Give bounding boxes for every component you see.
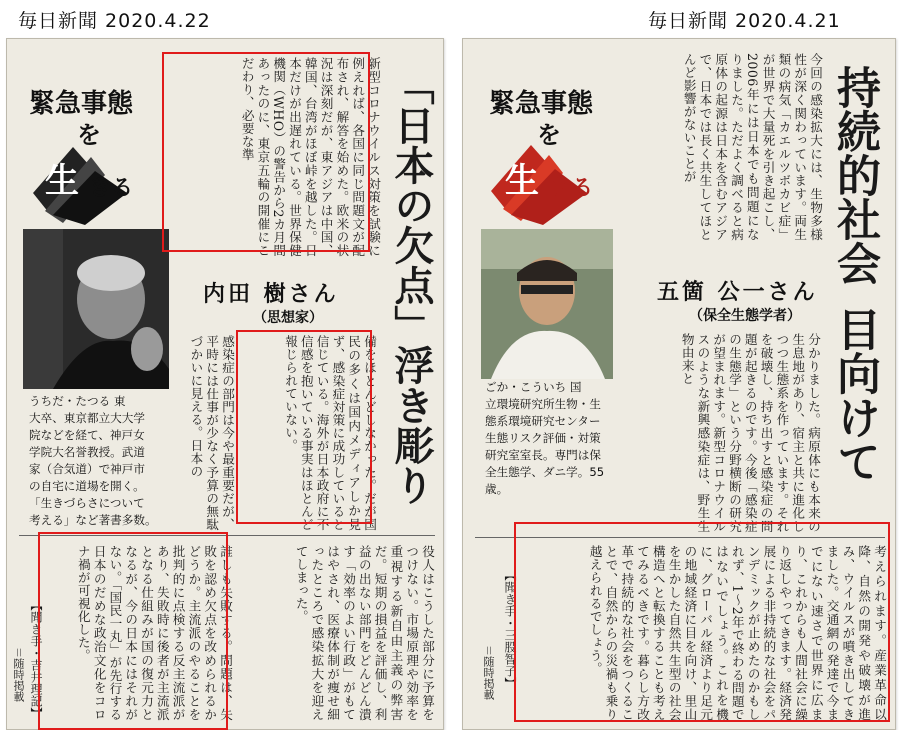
highlight-box bbox=[162, 52, 370, 252]
caption-line: うちだ・たつる 東 bbox=[29, 394, 126, 408]
article-column-2: 備をほとんどしなかった。だが国民の多くは国内メディアしか見ず、感染症対策に成功していると信じている。海外が日本政府に不信感を抱いている事実はほとんど報じられていない。 bbox=[283, 335, 377, 531]
headline-part-2: 目向けて bbox=[829, 307, 880, 483]
caption-line: 学院大名誉教授。武道 bbox=[29, 445, 145, 459]
series-footer: ＝随時掲載 bbox=[482, 645, 495, 700]
interviewee-name: 五箇 公一さん bbox=[657, 279, 818, 305]
caption-line: の自宅に道場を開く。 bbox=[29, 479, 145, 493]
caption-line: 家（合気道）で神戸市 bbox=[29, 462, 145, 476]
caption-line: 生態リスク評価・対策 bbox=[485, 431, 601, 445]
caption-line: 全生態学、ダニ学。55 bbox=[485, 465, 605, 479]
left-series-badge bbox=[15, 75, 147, 225]
badge-title: 緊急事態 bbox=[489, 89, 594, 119]
badge-life-char: 生 bbox=[45, 161, 79, 201]
article-column-3: 感染症の部門は今や最重要だが、平時には仕事が少なく予算の無駄づかいに見える。日本の bbox=[188, 335, 235, 531]
credit-line: 【聞き手・吉井理記】 bbox=[29, 599, 43, 719]
caption-line: ごか・こういち 国 bbox=[485, 380, 582, 394]
article-column-3: 考えられます。産業革命以降、自然の開発や破壊が進み、ウイルスが噴き出してきました。交通網の発達で今までにない速さで世界に広まり、これからも人間社会に繰り返しやってきます。経済発展による非持続的な社会をパンデミックが止めたのかもしれず、1〜2年で終わる問題ではないでしょう。これを機に、グローバル経済より足元の地域経済に目を向け、里山を生かした自然共生型の社会構造へと転換することも考えてみるべきです。暮らし方改革で持続的な社会をつくることで、自然からの災禍も乗り越えられるでしょう。 bbox=[587, 545, 887, 721]
caption-line: 大卒、東京都立大大学 bbox=[29, 411, 145, 425]
badge-particle: を bbox=[537, 120, 561, 149]
left-clipping-header: 毎日新聞 2020.4.22 bbox=[18, 10, 211, 32]
portrait-photo-uchida bbox=[23, 229, 169, 389]
caption-line: 研究室室長。専門は保 bbox=[485, 448, 601, 462]
article-column-5: 誰しも失敗する。問題は、失敗を認め欠点を改められるかどうか。主流派のやることを批判的に点検する反主流派があり、失敗時に後者が主流派となる仕組みが国の復元力となるが、今の日本にはそれがない。「国民一丸」が先行する日本のだめな政治文化をコロナ禍が可視化した。 bbox=[75, 545, 233, 721]
credit-line: 【聞き手・三股智子】 bbox=[503, 569, 517, 689]
highlight-box bbox=[236, 330, 372, 524]
caption-line: 態系環境研究センター bbox=[485, 414, 601, 428]
article-column-1: 新型コロナウイルス対策を試験に例えれば、各国に同じ問題文が配布され、解答を始めた。欧米の状況は深刻だが、東アジアは中国、韓国、台湾がほぼ峠を越した。日本だけが出遅れている。世界保健機関（WHO）の警告から2カ月間あったのに、東京五輪の開催にこだわり、必要な準 bbox=[239, 57, 381, 257]
headline-part-1: 持続的社会 bbox=[829, 65, 880, 285]
article-column-1: 今回の感染拡大には、生物多様性が深く関わっています。両生類の病気「カエルツボカビ症」が世界で大量死を引き起こし、2006年には日本でも問題になりました。ただよく調べると病原体の起源は日本を含むアジアで、日本では長く共生してほとんど影響がないことが bbox=[681, 53, 823, 241]
headline: 「日本の欠点」浮き彫り bbox=[388, 65, 435, 505]
portrait-photo-goka bbox=[481, 229, 613, 379]
caption-line: 立環境研究所生物・生 bbox=[485, 397, 601, 411]
highlight-box bbox=[514, 522, 890, 722]
caption-line: 「生きづらさについて bbox=[29, 496, 145, 510]
series-footer: ＝随時掲載 bbox=[12, 647, 25, 702]
interviewee-role: （思想家） bbox=[253, 310, 323, 326]
right-series-badge bbox=[475, 75, 607, 225]
photo-caption bbox=[29, 393, 157, 529]
photo-caption bbox=[485, 379, 604, 498]
highlight-box bbox=[38, 532, 228, 730]
article-column-2: 分かりました。病原体にも本来の生息地があり、宿主と共に進化しつつ生態系を作っています。それを破壊し、持ち出すと感染症の問題が起きるのです。今後「感染症の生態学」という分野横断の研究が望まれます。新型コロナウイルスのような新興感染症は、野生生物由来と bbox=[679, 333, 821, 533]
interviewee-role: （保全生態学者） bbox=[689, 308, 801, 324]
caption-line: 考える」など著書多数。 bbox=[29, 513, 157, 527]
badge-life-char: 生 bbox=[505, 161, 539, 201]
article-column-4: 役人はこうした部分に予算をつけない。市場原理や効率を重視する新自由主義の弊害だ。短期の損益を評価し、利益の出ない部門をどんどん潰す「効率のよい行政」がもてはやされ、医療体制が痩せ細ったところで感染拡大を迎えてしまった。 bbox=[293, 545, 435, 721]
badge-particle: を bbox=[77, 120, 101, 149]
right-clipping-header: 毎日新聞 2020.4.21 bbox=[648, 10, 841, 32]
badge-kiru: きる bbox=[549, 175, 594, 201]
badge-kiru: きる bbox=[89, 175, 134, 201]
caption-line: 歳。 bbox=[485, 482, 509, 496]
caption-line: 院などを経て、神戸女 bbox=[29, 428, 145, 442]
badge-title: 緊急事態 bbox=[29, 89, 134, 119]
interviewee-name: 内田 樹さん bbox=[203, 281, 339, 307]
